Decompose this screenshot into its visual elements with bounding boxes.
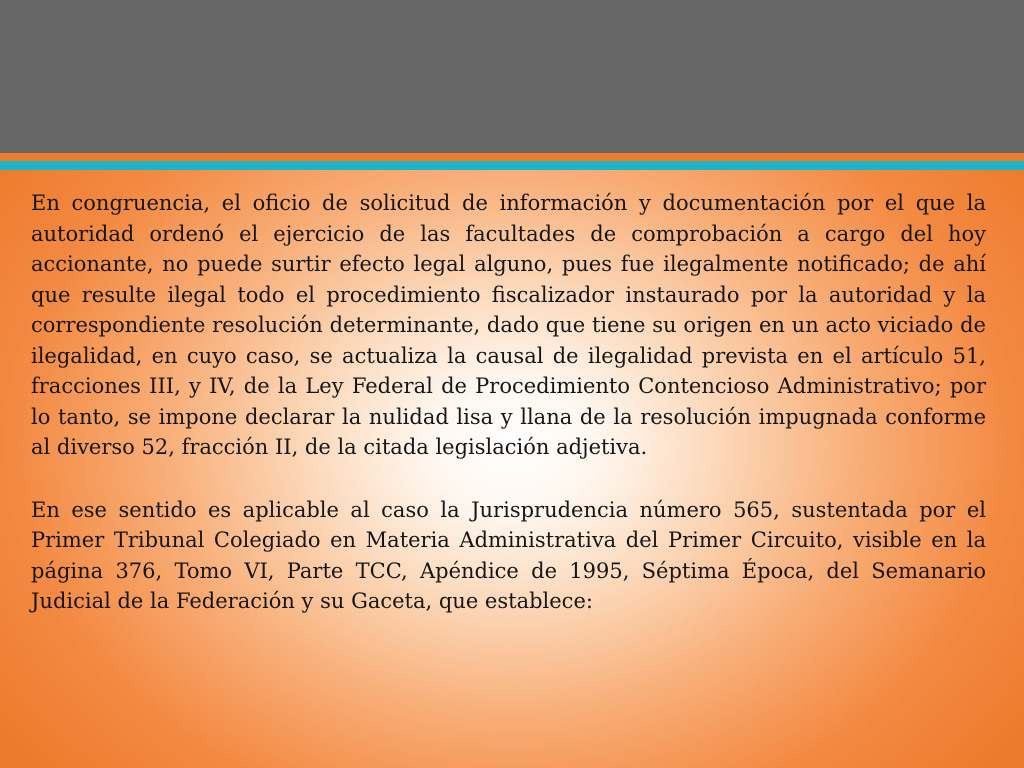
paragraph-2: En ese sentido es aplicable al caso la Jurisprudencia número 565, sustentada por el Primer Tribunal Colegiado en Materia Administrativa del Primer Circuito, visible en la página 376, Tomo VI, Parte TCC, Apéndice de 1995, Séptima Época, del Semanario Judicial de la Federación y su Gaceta, que establece: [31,497,986,613]
orange-stripe [0,153,1024,161]
paragraph-1: En congruencia, el oficio de solicitud de información y documentación por el que la autoridad ordenó el ejercicio de las facultades de comprobación a cargo del hoy accionante, no puede surtir efecto legal alguno, pues fue ilegalmente notificado; de ahí que resulte ilegal todo el procedimiento fiscalizador instaurado por la autoridad y la correspondiente resolución determinante, dado que tiene su origen en un acto viciado de ilegalidad, en cuyo caso, se actualiza la causal de ilegalidad prevista en el artículo 51, fracciones III, y IV, de la Ley Federal de Procedimiento Contencioso Administrativo; por lo tanto, se impone declarar la nulidad lisa y llana de la resolución impugnada conforme al diverso 52, fracción II, de la citada legislación adjetiva. [31,191,986,459]
teal-stripe [0,161,1024,170]
header-band [0,0,1024,153]
slide-body [31,188,986,617]
